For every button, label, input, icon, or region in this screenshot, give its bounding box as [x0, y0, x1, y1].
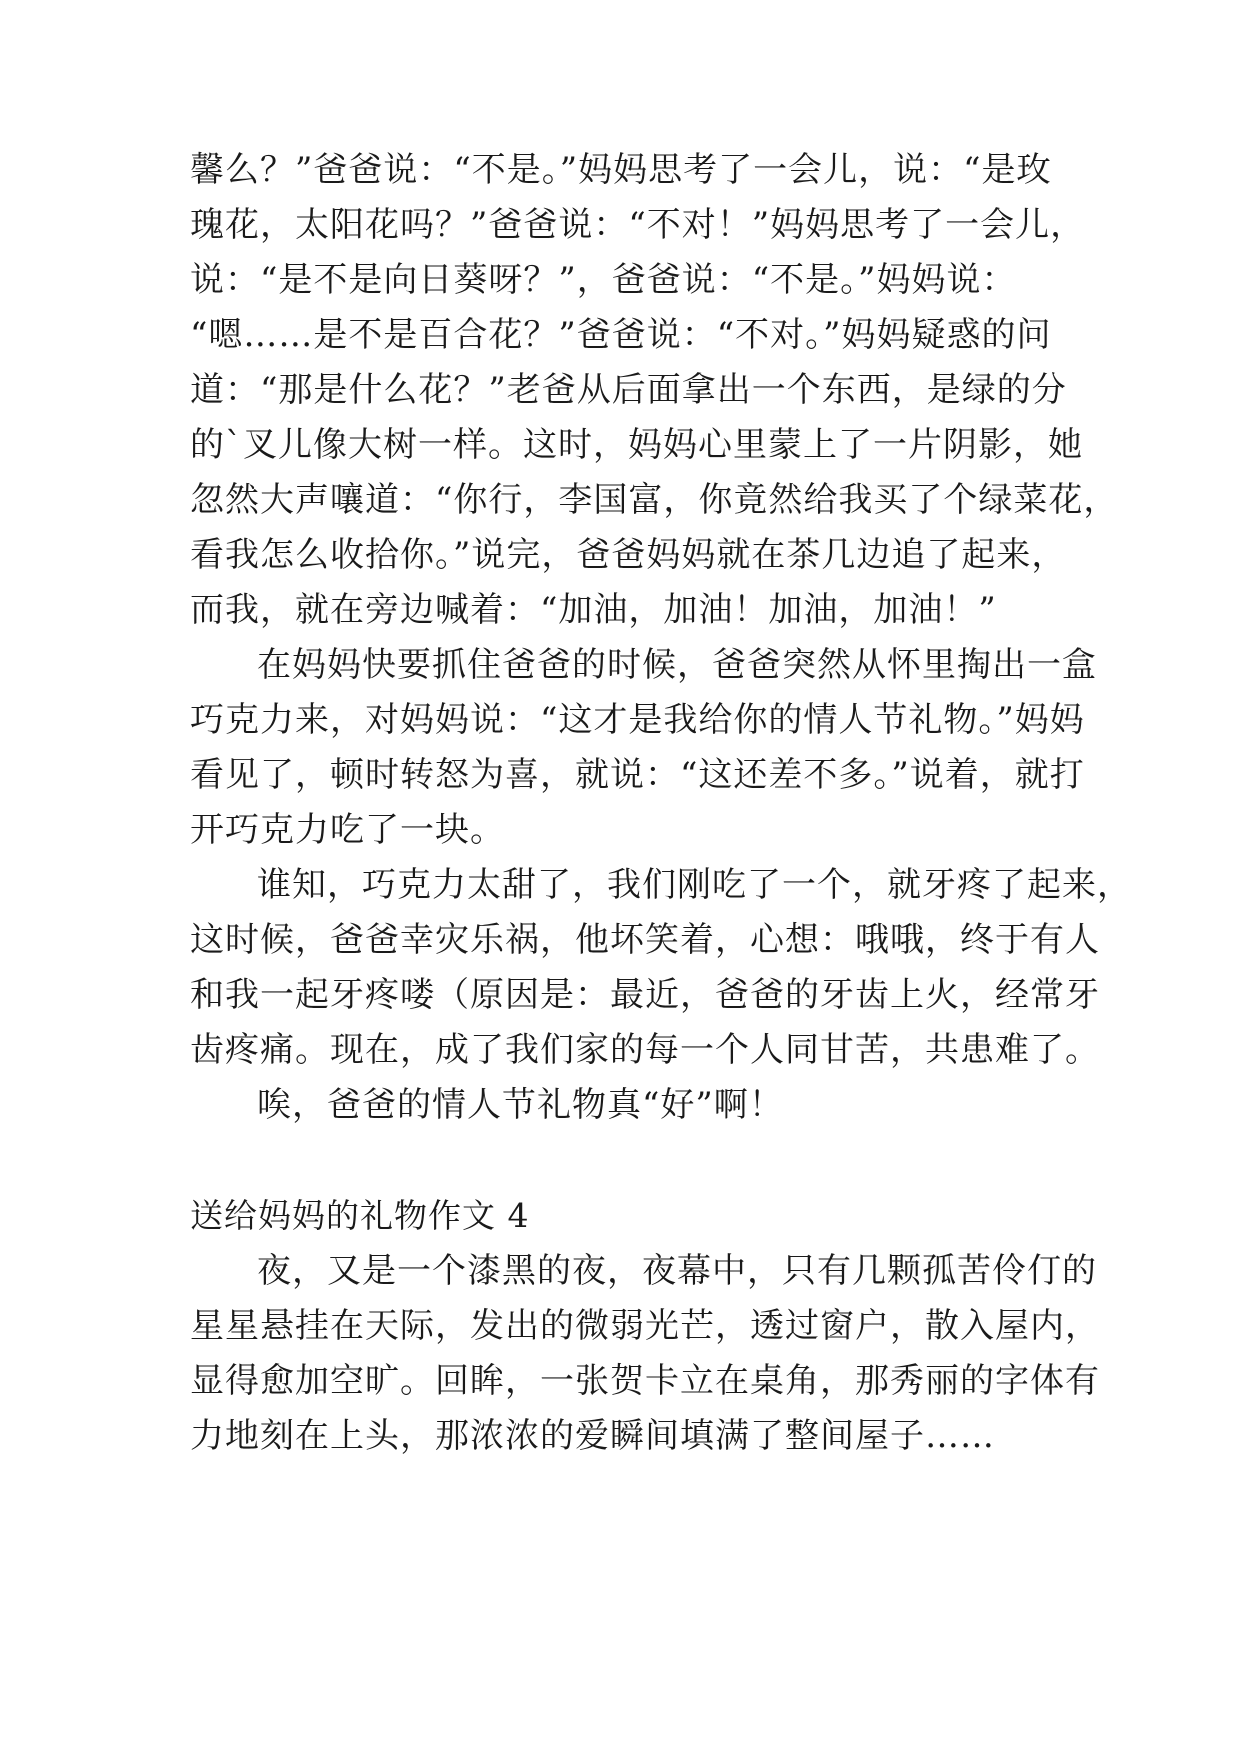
section-heading: 送给妈妈的礼物作文 4	[190, 1196, 530, 1235]
text-line: 瑰花，太阳花吗？”爸爸说：“不对！”妈妈思考了一会儿，	[190, 205, 1086, 245]
text-line: 开巧克力吃了一块。	[190, 810, 505, 850]
text-line: “嗯……是不是百合花？”爸爸说：“不对。”妈妈疑惑的问	[190, 315, 1052, 355]
paragraph-first-line: 谁知，巧克力太甜了，我们刚吃了一个，就牙疼了起来，	[257, 865, 1132, 905]
text-line: 巧克力来，对妈妈说：“这才是我给你的情人节礼物。”妈妈	[190, 700, 1085, 740]
text-line: 力地刻在上头，那浓浓的爱瞬间填满了整间屋子……	[190, 1416, 995, 1456]
text-line: 看见了，顿时转怒为喜，就说：“这还差不多。”说着，就打	[190, 755, 1085, 795]
paragraph-first-line: 在妈妈快要抓住爸爸的时候，爸爸突然从怀里掏出一盒	[257, 645, 1097, 685]
paragraph-first-line: 唉，爸爸的情人节礼物真“好”啊！	[257, 1085, 784, 1125]
text-line: 这时候，爸爸幸灾乐祸，他坏笑着，心想：哦哦，终于有人	[190, 920, 1100, 960]
text-line: 馨么？”爸爸说：“不是。”妈妈思考了一会儿，说：“是玫	[190, 150, 1052, 190]
text-line: 星星悬挂在天际，发出的微弱光芒，透过窗户，散入屋内，	[190, 1306, 1100, 1346]
text-line: 说：“是不是向日葵呀？”，爸爸说：“不是。”妈妈说：	[190, 260, 1017, 300]
text-line: 的`叉儿像大树一样。这时，妈妈心里蒙上了一片阴影，她	[190, 425, 1083, 465]
text-line: 和我一起牙疼喽（原因是：最近，爸爸的牙齿上火，经常牙	[190, 975, 1100, 1015]
paragraph-first-line: 夜，又是一个漆黑的夜，夜幕中，只有几颗孤苦伶仃的	[257, 1251, 1097, 1291]
text-line: 而我，就在旁边喊着：“加油，加油！加油，加油！”	[190, 590, 997, 630]
text-line: 看我怎么收拾你。”说完，爸爸妈妈就在茶几边追了起来，	[190, 535, 1067, 575]
text-line: 道：“那是什么花？”老爸从后面拿出一个东西，是绿的分	[190, 370, 1067, 410]
text-line: 齿疼痛。现在，成了我们家的每一个人同甘苦，共患难了。	[190, 1030, 1100, 1070]
text-line: 忽然大声嚷道：“你行，李国富，你竟然给我买了个绿菜花，	[190, 480, 1119, 520]
text-line: 显得愈加空旷。回眸，一张贺卡立在桌角，那秀丽的字体有	[190, 1361, 1100, 1401]
